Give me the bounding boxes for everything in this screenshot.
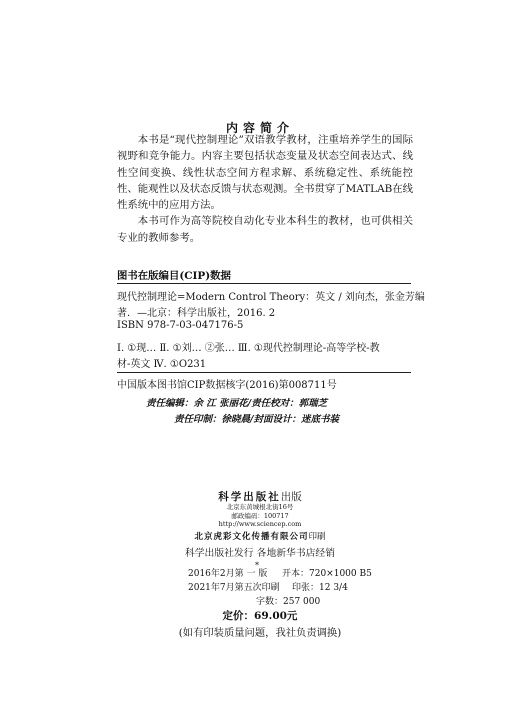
printer-name: 北京虎彩文化传播有限公司	[194, 532, 309, 542]
word-count: 字数：257 000	[256, 597, 321, 607]
cip-core-data: 中国版本图书馆CIP数据核字(2016)第008711号	[117, 380, 337, 391]
cip-top-rule	[117, 283, 411, 284]
printer-suffix: 印刷	[308, 532, 326, 542]
summary-paragraph-1: 本书是“现代控制理论”双语教学教材，注重培养学生的国际视野和竞争能力。内容主要包括状态变量及状态空间表达式、线性空间变换、线性状态空间方程求解、系统稳定性、系统能控性、能观性以及状态反馈与状态观测。全书贯穿了MATLAB在线性系统中的应用方法。	[117, 134, 413, 212]
first-edition: 2016年2月第 一 版	[188, 569, 268, 579]
separator-star: *	[255, 561, 259, 570]
summary-body	[117, 132, 413, 246]
cip-publication-line: 著．—北京：科学出版社，2016. 2	[117, 308, 276, 319]
publisher-address: 北京东黄城根北街16号	[226, 503, 294, 511]
publisher-postcode: 邮政编码：100717	[231, 512, 289, 520]
publisher-suffix: 出版	[280, 491, 302, 503]
distribution-line: 科学出版社发行 各地新华书店经销	[184, 548, 336, 559]
quality-notice: (如有印装质量问题，我社负责调换)	[178, 627, 342, 639]
publisher-name-text: 科学出版社	[218, 491, 281, 503]
cip-bottom-rule	[117, 372, 411, 373]
summary-paragraph-2: 本书可作为高等院校自动化专业本科生的教材，也可供相关专业的教师参考。	[117, 215, 413, 244]
book-format: 开本：720×1000 B5	[282, 569, 372, 579]
print-run: 2021年7月第五次印刷	[188, 583, 280, 593]
editors-line-1: 责任编辑：余 江 张丽花/责任校对：郭瑞芝	[146, 398, 328, 409]
cip-classification-line-1: Ⅰ. ①现… Ⅱ. ①刘… ②张… Ⅲ. ①现代控制理论-高等学校-教	[117, 343, 380, 354]
price: 定价：69.00元	[222, 610, 298, 622]
cip-heading: 图书在版编目(CIP)数据	[117, 270, 231, 282]
print-sheets: 印张：12 3/4	[292, 583, 348, 593]
cip-isbn: ISBN 978-7-03-047176-5	[117, 320, 244, 331]
cip-classification-line-2: 材-英文 Ⅳ. ①O231	[117, 359, 207, 370]
cip-title-line: 现代控制理论=Modern Control Theory：英文 / 刘向杰，张金芳编	[117, 292, 425, 303]
summary-title: 内容简介	[225, 121, 294, 135]
editors-line-2: 责任印制：徐晓晨/封面设计：迷底书装	[174, 414, 339, 425]
publisher-url: http://www.sciencep.com	[218, 520, 302, 528]
printer-line	[0, 530, 520, 542]
